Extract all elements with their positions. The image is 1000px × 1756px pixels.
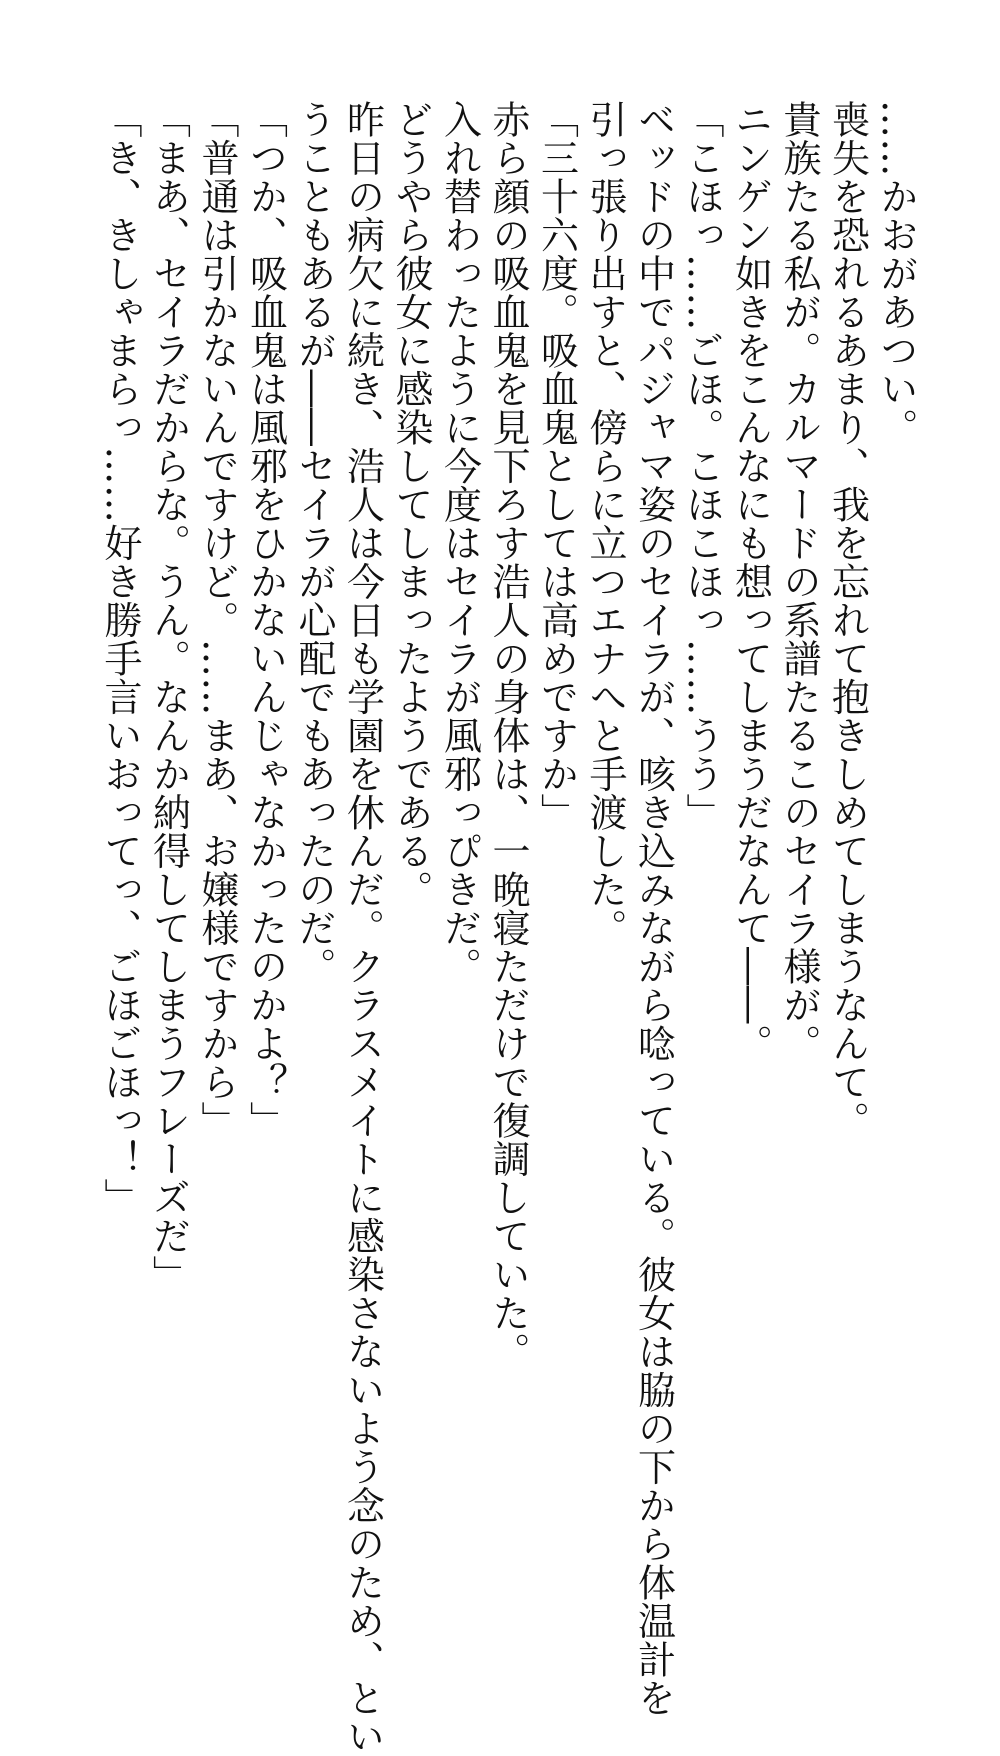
text-line-10: 入れ替わったように今度はセイラが風邪っぴきだ。 — [437, 100, 482, 986]
text-line-16: 「まあ、セイラだからな。うん。なんか納得してしまうフレーズだ」 — [146, 100, 191, 1294]
text-line-5: 「こほっ……ごほ。こほこほっ……うう」 — [680, 100, 724, 832]
text-line-12: 昨日の病欠に続き、浩人は今日も学園を休んだ。クラスメイトに感染さないよう念のため、とい — [340, 100, 385, 1756]
text-line-2: 喪失を恐れるあまり、我を忘れて抱きしめてしまうなんて。 — [825, 100, 870, 1140]
text-line-13: うこともあるが――セイラが心配でもあったのだ。 — [292, 100, 336, 986]
text-line-4: ニンゲン如きをこんなにも想ってしまうだなんて――。 — [728, 100, 773, 1063]
text-line-8: 「三十六度。吸血鬼としては高めですか」 — [534, 100, 579, 832]
text-line-15: 「普通は引かないんですけど。……まあ、お嬢様ですから」 — [195, 100, 239, 1140]
text-line-1: ……かおがあつい。 — [874, 100, 918, 447]
text-line-7: 引っ張り出すと、傍らに立つエナへと手渡した。 — [583, 100, 627, 947]
text-line-11: どうやら彼女に感染してしまったようである。 — [389, 100, 433, 909]
text-line-14: 「つか、吸血鬼は風邪をひかないんじゃなかったのかよ？」 — [243, 100, 288, 1140]
text-line-9: 赤ら顔の吸血鬼を見下ろす浩人の身体は、一晩寝ただけで復調していた。 — [486, 100, 530, 1371]
text-line-6: ベッドの中でパジャマ姿のセイラが、咳き込みながら唸っている。彼女は脇の下から体温計を — [631, 100, 676, 1717]
text-line-17: 「き、きしゃまらっ……好き勝手言いおってっ、ごほごほっ！」 — [98, 100, 142, 1217]
vertical-text-block — [80, 100, 920, 1756]
text-line-3: 貴族たる私が。カルマードの系譜たるこのセイラ様が。 — [777, 100, 821, 1063]
